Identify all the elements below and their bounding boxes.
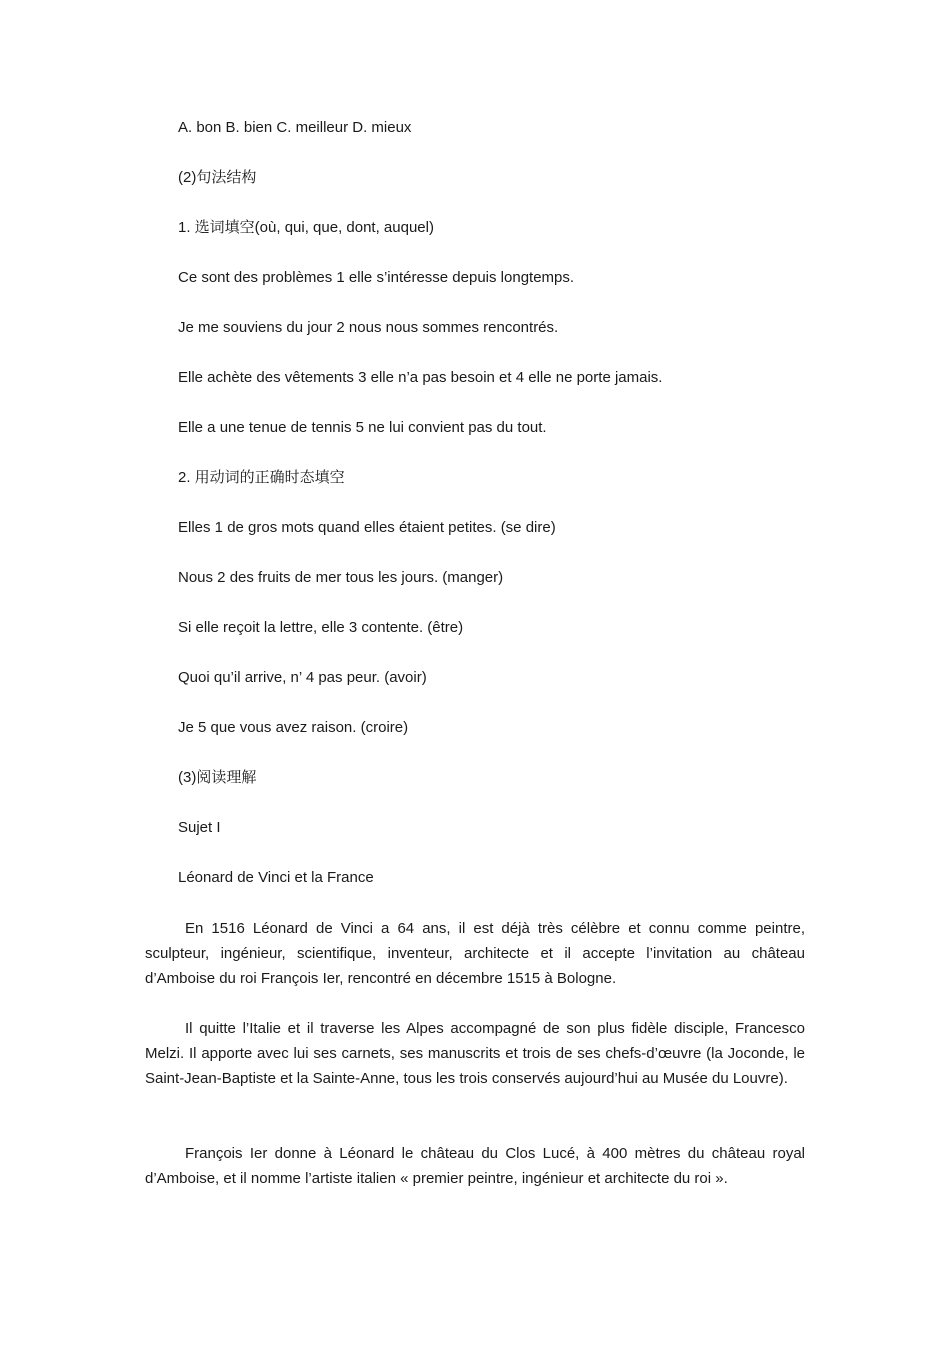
answer-options-line: A. bon B. bien C. meilleur D. mieux xyxy=(178,119,412,136)
exercise-sentence: Si elle reçoit la lettre, elle 3 contente. (être) xyxy=(178,619,464,636)
exercise-heading-verb-tenses: 2. 用动词的正确时态填空 xyxy=(178,469,345,486)
reading-subject-label: Sujet I xyxy=(178,819,221,836)
reading-paragraph: En 1516 Léonard de Vinci a 64 ans, il est déjà très célèbre et connu comme peintre, sculpteur, ingénieur, scientifique, inventeur, architecte et il accepte l’invitation au château d’Amboise du roi François Ier, rencontré en décembre 1515 à Bologne. xyxy=(145,920,805,987)
exercise-sentence: Je 5 que vous avez raison. (croire) xyxy=(178,719,409,736)
section-heading-syntax: (2)句法结构 xyxy=(178,169,257,186)
exercise-sentence: Elle a une tenue de tennis 5 ne lui convient pas du tout. xyxy=(178,419,547,436)
exercise-sentence: Elle achète des vêtements 3 elle n’a pas besoin et 4 elle ne porte jamais. xyxy=(178,369,663,386)
reading-paragraph: Il quitte l’Italie et il traverse les Alpes accompagné de son plus fidèle disciple, Francesco Melzi. Il apporte avec lui ses carnets, ses manuscrits et trois de ses chefs-d’œuvre (la Joconde, le Saint-Jean-Baptiste et la Sainte-Anne, tous les trois conservés aujourd’hui au Musée du Louvre). xyxy=(145,1020,805,1087)
exercise-sentence: Ce sont des problèmes 1 elle s’intéresse depuis longtemps. xyxy=(178,269,575,286)
reading-title: Léonard de Vinci et la France xyxy=(178,869,374,886)
exercise-sentence: Quoi qu’il arrive, n’ 4 pas peur. (avoir) xyxy=(178,669,427,686)
reading-paragraph: François Ier donne à Léonard le château du Clos Lucé, à 400 mètres du château royal d’Amboise, et il nomme l’artiste italien « premier peintre, ingénieur et architecte du roi ». xyxy=(145,1145,805,1187)
section-heading-reading: (3)阅读理解 xyxy=(178,769,257,786)
exercise-sentence: Je me souviens du jour 2 nous nous sommes rencontrés. xyxy=(178,319,559,336)
exercise-sentence: Elles 1 de gros mots quand elles étaient petites. (se dire) xyxy=(178,519,556,536)
exercise-heading-relative-pronouns: 1. 选词填空(où, qui, que, dont, auquel) xyxy=(178,219,434,236)
exercise-sentence: Nous 2 des fruits de mer tous les jours. (manger) xyxy=(178,569,504,586)
